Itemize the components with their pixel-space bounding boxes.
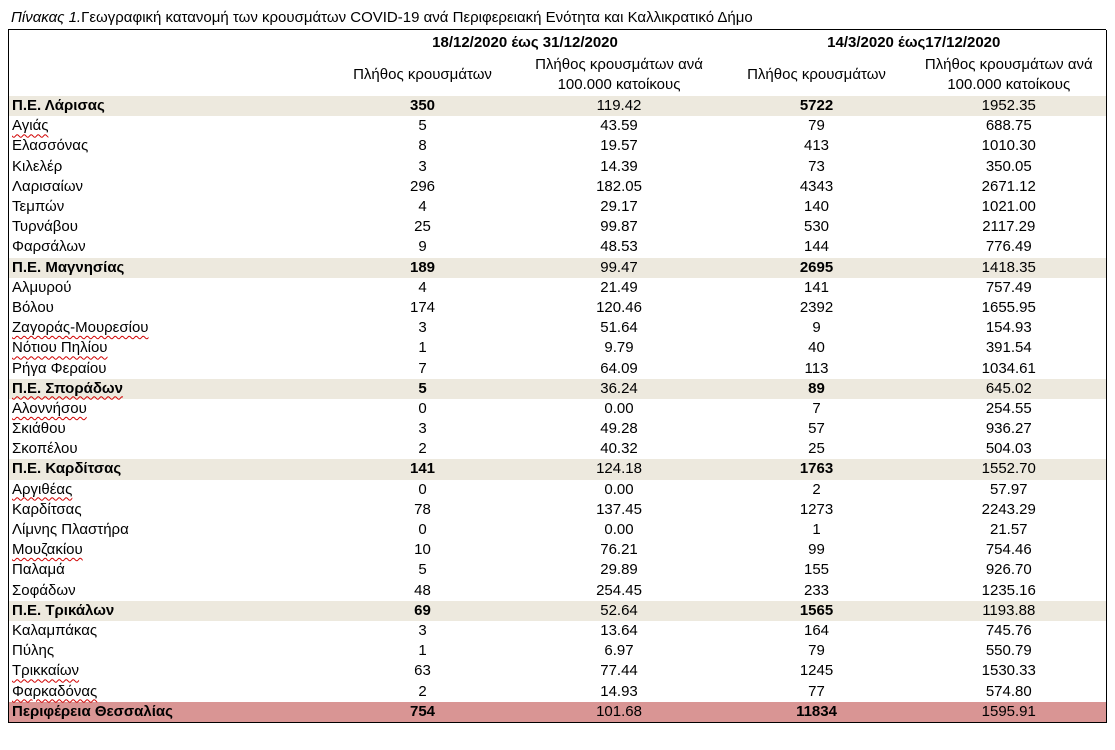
- rate-cell-period-2: 504.03: [985, 440, 1032, 458]
- regional-unit-row: [9, 258, 1107, 278]
- row-name-cell: [9, 116, 329, 136]
- cases-cell-period-2: 113: [804, 359, 829, 377]
- municipality-row: [9, 480, 1107, 500]
- row-name-cell: [9, 338, 329, 358]
- rate-cell-period-2: 1010.30: [981, 137, 1036, 155]
- rate-cell-period-1: 40.32: [600, 440, 638, 458]
- rate-cell-period-1: 43.59: [600, 117, 638, 135]
- rate-cell-period-2: 776.49: [985, 238, 1032, 256]
- row-name: Καρδίτσας: [12, 500, 82, 518]
- municipality-row: [9, 661, 1107, 681]
- row-name-cell: [9, 439, 329, 459]
- rate-cell-period-2: 1530.33: [981, 662, 1036, 680]
- empty-header-cell: [9, 30, 329, 54]
- cases-cell-period-1: 69: [329, 601, 517, 621]
- cases-cell-period-2: 2695: [722, 258, 912, 278]
- row-name-cell: [9, 136, 329, 156]
- cases-cell-period-1: 3: [418, 157, 427, 175]
- rate-cell-period-2: 2243.29: [981, 500, 1036, 518]
- cases-cell-period-1: 350: [329, 96, 517, 116]
- row-name-cell: [9, 661, 329, 681]
- cases-cell-period-2: 25: [808, 440, 825, 458]
- table-container: [8, 7, 1106, 723]
- row-name: Λαρισαίων: [12, 177, 84, 195]
- municipality-row: [9, 318, 1107, 338]
- row-name: Παλαμά: [12, 561, 65, 579]
- cases-cell-period-2: 2392: [799, 298, 834, 316]
- row-name: Τυρνάβου: [12, 218, 78, 236]
- period-header-2: 14/3/2020 έως17/12/2020: [827, 33, 1001, 51]
- cases-cell-period-2: 155: [804, 561, 830, 579]
- row-name: Αγιάς: [12, 117, 49, 135]
- cases-cell-period-2: 5722: [722, 96, 912, 116]
- row-name: Σοφάδων: [12, 581, 76, 599]
- rate-cell-period-2: 1552.70: [912, 459, 1107, 479]
- cases-cell-period-2: 1273: [799, 500, 834, 518]
- row-name-cell: [9, 157, 329, 177]
- column-header-cases-2: Πλήθος κρουσμάτων: [747, 66, 886, 83]
- row-name: Αλμυρού: [12, 278, 72, 296]
- row-name-cell: [9, 237, 329, 257]
- cases-cell-period-2: 99: [808, 541, 825, 559]
- municipality-row: [9, 237, 1107, 257]
- row-name: Ζαγοράς-Μουρεσίου: [12, 319, 149, 337]
- rate-cell-period-2: 754.46: [985, 541, 1032, 559]
- row-name: Βόλου: [12, 298, 54, 316]
- row-name: Τρικκαίων: [12, 662, 80, 680]
- rate-cell-period-1: 254.45: [596, 581, 642, 599]
- table-caption: [8, 7, 1106, 30]
- rate-cell-period-1: 0.00: [604, 399, 634, 417]
- cases-cell-period-1: 5: [418, 561, 427, 579]
- rate-cell-period-2: 57.97: [989, 480, 1028, 498]
- rate-cell-period-2: 936.27: [985, 420, 1032, 438]
- row-name-cell: [9, 480, 329, 500]
- rate-cell-period-2: 926.70: [985, 561, 1032, 579]
- cases-cell-period-1: 296: [409, 177, 436, 195]
- rate-cell-period-2: 350.05: [985, 157, 1032, 175]
- row-name: Ελασσόνας: [12, 137, 89, 155]
- cases-cell-period-1: 0: [418, 521, 427, 539]
- cases-cell-period-1: 141: [329, 459, 517, 479]
- cases-cell-period-2: 9: [812, 319, 821, 337]
- rate-cell-period-2: 550.79: [985, 642, 1032, 660]
- row-name-cell: [9, 520, 329, 540]
- municipality-row: [9, 520, 1107, 540]
- cases-cell-period-2: 164: [804, 621, 830, 639]
- caption-label: Πίνακας 1.: [11, 9, 82, 26]
- municipality-row: [9, 197, 1107, 217]
- row-name-cell: [9, 197, 329, 217]
- row-name: Λίμνης Πλαστήρα: [12, 521, 129, 539]
- row-name: Φαρκαδόνας: [12, 682, 98, 700]
- municipality-row: [9, 439, 1107, 459]
- row-name: Αργιθέας: [12, 480, 73, 498]
- municipality-row: [9, 581, 1107, 601]
- row-name: Πύλης: [12, 642, 55, 660]
- municipality-row: [9, 136, 1107, 156]
- municipality-row: [9, 358, 1107, 378]
- cases-cell-period-1: 0: [418, 480, 427, 498]
- cases-cell-period-1: 3: [418, 621, 427, 639]
- rate-cell-period-2: 2671.12: [981, 177, 1036, 195]
- cases-cell-period-1: 2: [418, 440, 427, 458]
- row-name-cell: [9, 379, 329, 399]
- cases-cell-period-2: 141: [804, 278, 830, 296]
- period-header-1: 18/12/2020 έως 31/12/2020: [432, 33, 618, 51]
- municipality-row: [9, 641, 1107, 661]
- rate-cell-period-2: 1595.91: [912, 702, 1107, 723]
- rate-cell-period-1: 48.53: [600, 238, 638, 256]
- cases-cell-period-1: 25: [414, 218, 431, 236]
- row-name-cell: [9, 318, 329, 338]
- rate-cell-period-1: 99.47: [517, 258, 722, 278]
- rate-cell-period-1: 19.57: [600, 137, 638, 155]
- row-name-cell: [9, 358, 329, 378]
- cases-cell-period-2: 79: [808, 117, 825, 135]
- cases-cell-period-1: 0: [418, 399, 427, 417]
- rate-cell-period-2: 2117.29: [982, 218, 1036, 236]
- row-name-cell: [9, 177, 329, 197]
- row-name: Περιφέρεια Θεσσαλίας: [12, 702, 173, 720]
- row-name: Π.Ε. Σποράδων: [12, 379, 123, 397]
- rate-cell-period-2: 688.75: [985, 117, 1032, 135]
- cases-cell-period-1: 63: [414, 662, 431, 680]
- table-body: [9, 30, 1107, 722]
- row-name-cell: [9, 601, 329, 621]
- cases-cell-period-1: 9: [418, 238, 427, 256]
- cases-cell-period-1: 48: [414, 581, 431, 599]
- covid-cases-table: [8, 30, 1107, 723]
- rate-cell-period-1: 9.79: [604, 339, 634, 357]
- rate-cell-period-1: 99.87: [600, 218, 638, 236]
- row-name-cell: [9, 702, 329, 723]
- cases-cell-period-2: 140: [804, 198, 830, 216]
- rate-cell-period-2: 154.93: [985, 319, 1032, 337]
- rate-cell-period-2: 1655.95: [981, 298, 1036, 316]
- row-name: Σκοπέλου: [12, 440, 78, 458]
- rate-cell-period-2: 1235.16: [981, 581, 1036, 599]
- row-name-cell: [9, 298, 329, 318]
- row-name-cell: [9, 681, 329, 701]
- row-name-cell: [9, 258, 329, 278]
- row-name: Π.Ε. Λάρισας: [12, 97, 105, 115]
- municipality-row: [9, 419, 1107, 439]
- row-name-cell: [9, 500, 329, 520]
- row-name: Σκιάθου: [12, 420, 66, 438]
- cases-cell-period-2: 1565: [722, 601, 912, 621]
- municipality-row: [9, 217, 1107, 237]
- municipality-row: [9, 338, 1107, 358]
- cases-cell-period-2: 7: [812, 399, 821, 417]
- rate-cell-period-1: 13.64: [600, 621, 638, 639]
- column-header-rate-2: Πλήθος κρουσμάτων ανά 100.000 κατοίκους: [924, 56, 1093, 93]
- municipality-row: [9, 116, 1107, 136]
- municipality-row: [9, 540, 1107, 560]
- municipality-row: [9, 157, 1107, 177]
- rate-cell-period-2: 1034.61: [981, 359, 1036, 377]
- row-name: Π.Ε. Τρικάλων: [12, 601, 115, 619]
- rate-cell-period-2: 745.76: [985, 621, 1032, 639]
- cases-cell-period-1: 10: [414, 541, 431, 559]
- cases-cell-period-2: 4343: [799, 177, 834, 195]
- cases-cell-period-1: 3: [418, 319, 427, 337]
- cases-cell-period-2: 413: [804, 137, 830, 155]
- column-header-row: [9, 54, 1107, 96]
- row-name-cell: [9, 278, 329, 298]
- municipality-row: [9, 399, 1107, 419]
- period-header-row: [9, 30, 1107, 54]
- cases-cell-period-1: 5: [329, 379, 517, 399]
- cases-cell-period-2: 233: [804, 581, 830, 599]
- cases-cell-period-1: 189: [329, 258, 517, 278]
- row-name-cell: [9, 96, 329, 116]
- rate-cell-period-2: 574.80: [985, 682, 1032, 700]
- row-name-cell: [9, 459, 329, 479]
- rate-cell-period-1: 14.93: [600, 682, 638, 700]
- rate-cell-period-1: 36.24: [517, 379, 722, 399]
- municipality-row: [9, 298, 1107, 318]
- column-header-rate-1: Πλήθος κρουσμάτων ανά 100.000 κατοίκους: [535, 56, 703, 93]
- regional-unit-row: [9, 379, 1107, 399]
- cases-cell-period-1: 754: [329, 702, 517, 723]
- rate-cell-period-1: 182.05: [596, 177, 642, 195]
- municipality-row: [9, 681, 1107, 701]
- rate-cell-period-1: 0.00: [604, 480, 634, 498]
- cases-cell-period-1: 5: [418, 117, 427, 135]
- cases-cell-period-1: 3: [418, 420, 427, 438]
- cases-cell-period-1: 8: [418, 137, 427, 155]
- rate-cell-period-1: 51.64: [600, 319, 638, 337]
- rate-cell-period-1: 14.39: [600, 157, 638, 175]
- rate-cell-period-2: 645.02: [912, 379, 1107, 399]
- cases-cell-period-2: 1763: [722, 459, 912, 479]
- rate-cell-period-1: 52.64: [517, 601, 722, 621]
- cases-cell-period-2: 57: [808, 420, 825, 438]
- cases-cell-period-2: 144: [804, 238, 830, 256]
- rate-cell-period-1: 119.42: [517, 96, 722, 116]
- rate-cell-period-1: 120.46: [596, 298, 642, 316]
- column-header-cases-1: Πλήθος κρουσμάτων: [353, 66, 492, 83]
- row-name: Π.Ε. Μαγνησίας: [12, 258, 125, 276]
- rate-cell-period-1: 76.21: [600, 541, 638, 559]
- row-name-cell: [9, 217, 329, 237]
- cases-cell-period-1: 4: [418, 278, 427, 296]
- rate-cell-period-1: 29.89: [600, 561, 638, 579]
- municipality-row: [9, 621, 1107, 641]
- cases-cell-period-2: 40: [808, 339, 825, 357]
- cases-cell-period-1: 1: [418, 642, 427, 660]
- cases-cell-period-2: 73: [808, 157, 825, 175]
- row-name-cell: [9, 560, 329, 580]
- cases-cell-period-1: 78: [414, 500, 431, 518]
- row-name: Κιλελέρ: [12, 157, 63, 175]
- caption-text: Γεωγραφική κατανομή των κρουσμάτων COVID-19 ανά Περιφερειακή Ενότητα και Καλλικρατικό Δήμο: [81, 9, 753, 26]
- regional-unit-row: [9, 459, 1107, 479]
- cases-cell-period-1: 1: [418, 339, 427, 357]
- cases-cell-period-2: 11834: [722, 702, 912, 723]
- cases-cell-period-2: 530: [804, 218, 830, 236]
- cases-cell-period-1: 7: [418, 359, 427, 377]
- municipality-row: [9, 177, 1107, 197]
- row-name-cell: [9, 399, 329, 419]
- cases-cell-period-2: 1245: [799, 662, 834, 680]
- rate-cell-period-2: 1418.35: [912, 258, 1107, 278]
- row-name: Μουζακίου: [12, 541, 83, 559]
- rate-cell-period-1: 101.68: [517, 702, 722, 723]
- cases-cell-period-2: 79: [808, 642, 825, 660]
- cases-cell-period-1: 4: [418, 198, 427, 216]
- rate-cell-period-2: 254.55: [985, 399, 1032, 417]
- rate-cell-period-1: 137.45: [596, 500, 642, 518]
- rate-cell-period-2: 757.49: [985, 278, 1032, 296]
- rate-cell-period-2: 21.57: [989, 521, 1028, 539]
- rate-cell-period-1: 49.28: [600, 420, 638, 438]
- row-name: Ρήγα Φεραίου: [12, 359, 107, 377]
- cases-cell-period-2: 1: [812, 521, 821, 539]
- row-name-cell: [9, 621, 329, 641]
- cases-cell-period-1: 2: [418, 682, 427, 700]
- cases-cell-period-2: 89: [722, 379, 912, 399]
- rate-cell-period-1: 6.97: [604, 642, 634, 660]
- rate-cell-period-1: 64.09: [600, 359, 638, 377]
- cases-cell-period-2: 2: [812, 480, 821, 498]
- row-name-cell: [9, 641, 329, 661]
- rate-cell-period-2: 1952.35: [912, 96, 1107, 116]
- row-name-cell: [9, 581, 329, 601]
- rate-cell-period-1: 124.18: [517, 459, 722, 479]
- rate-cell-period-1: 0.00: [604, 521, 634, 539]
- municipality-row: [9, 500, 1107, 520]
- row-name-cell: [9, 540, 329, 560]
- rate-cell-period-1: 29.17: [600, 198, 638, 216]
- empty-header-cell: [9, 54, 329, 96]
- rate-cell-period-2: 1193.88: [912, 601, 1107, 621]
- rate-cell-period-1: 77.44: [600, 662, 638, 680]
- region-total-row: [9, 702, 1107, 723]
- row-name: Νότιου Πηλίου: [12, 339, 108, 357]
- row-name: Αλοννήσου: [12, 399, 87, 417]
- cases-cell-period-2: 77: [808, 682, 825, 700]
- row-name: Π.Ε. Καρδίτσας: [12, 460, 122, 478]
- municipality-row: [9, 560, 1107, 580]
- rate-cell-period-2: 1021.00: [981, 198, 1036, 216]
- municipality-row: [9, 278, 1107, 298]
- cases-cell-period-1: 174: [409, 298, 436, 316]
- row-name: Καλαμπάκας: [12, 621, 98, 639]
- regional-unit-row: [9, 601, 1107, 621]
- regional-unit-row: [9, 96, 1107, 116]
- row-name-cell: [9, 419, 329, 439]
- rate-cell-period-2: 391.54: [985, 339, 1032, 357]
- row-name: Φαρσάλων: [12, 238, 86, 256]
- row-name: Τεμπών: [12, 198, 65, 216]
- rate-cell-period-1: 21.49: [600, 278, 638, 296]
